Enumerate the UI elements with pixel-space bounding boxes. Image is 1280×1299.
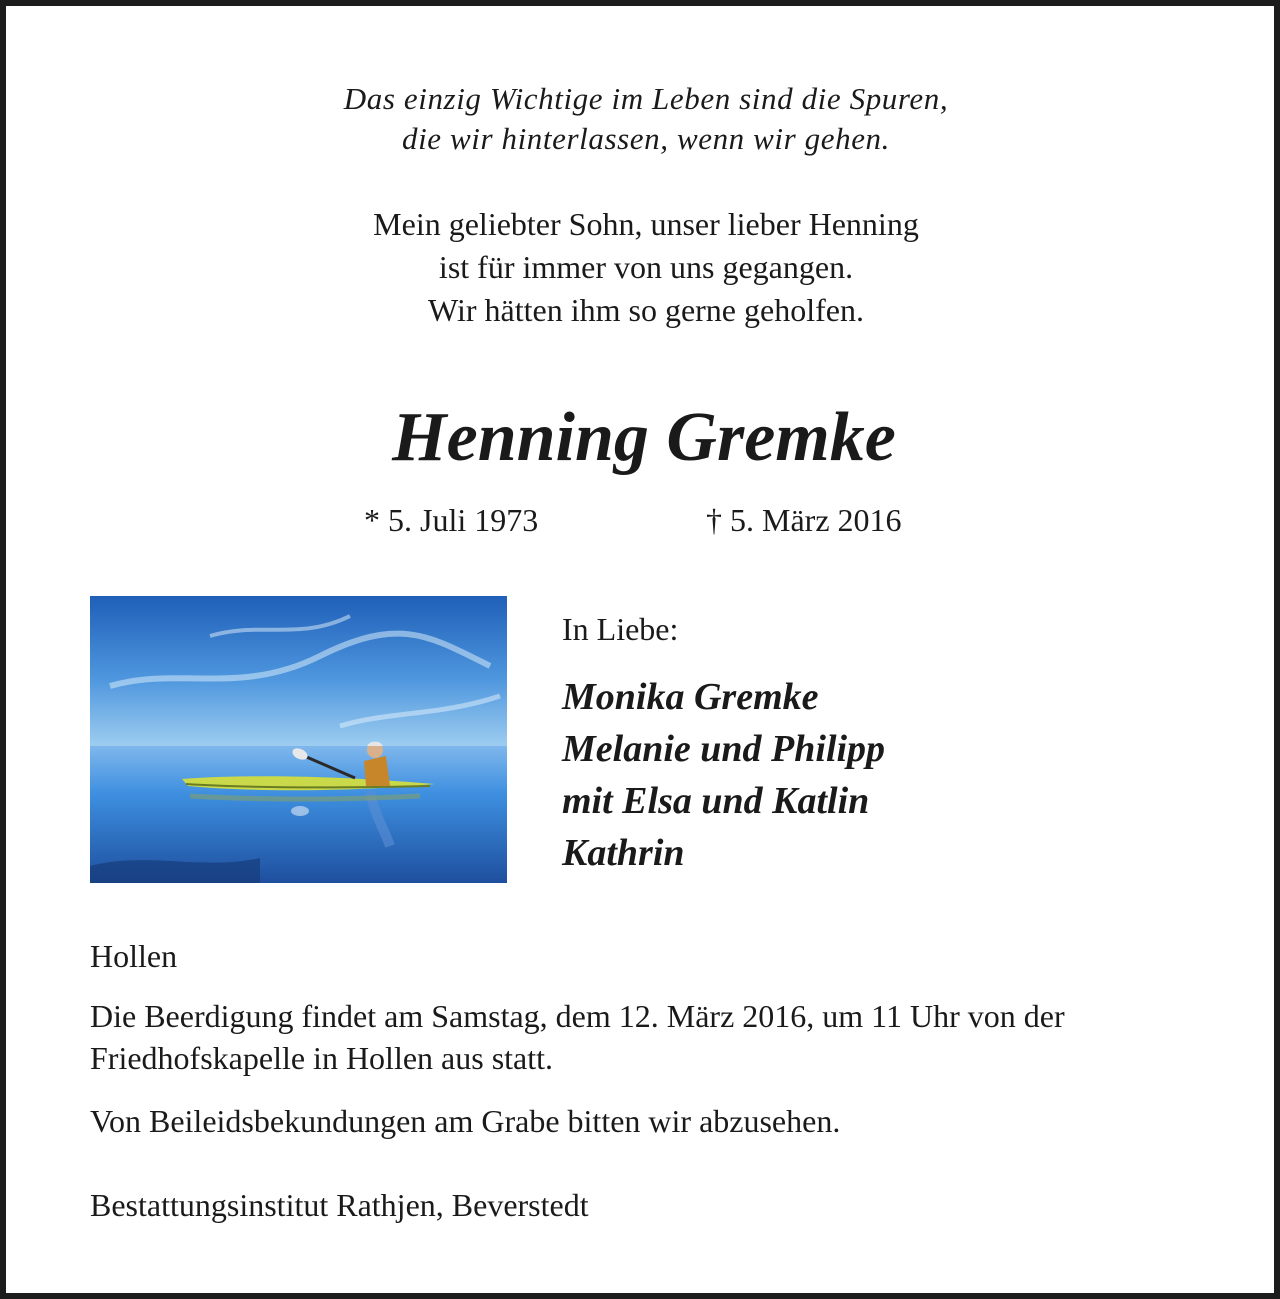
funeral-info-line-2: Friedhofskapelle in Hollen aus statt. xyxy=(90,1040,554,1076)
intro-line-1: Mein geliebter Sohn, unser lieber Henning xyxy=(373,206,919,242)
mourner-name: Kathrin xyxy=(562,832,685,874)
mourner-name: Melanie und Philipp xyxy=(562,728,886,770)
birth-date: * 5. Juli 1973 xyxy=(364,502,539,538)
motto-line-1: Das einzig Wichtige im Leben sind die Spuren, xyxy=(343,81,949,116)
motto-line-2: die wir hinterlassen, wenn wir gehen. xyxy=(401,121,891,156)
funeral-info-line-1: Die Beerdigung findet am Samstag, dem 12. März 2016, um 11 Uhr von der xyxy=(90,998,1065,1034)
death-date: † 5. März 2016 xyxy=(706,502,902,538)
mourners-heading: In Liebe: xyxy=(562,611,679,647)
mourner-name: Monika Gremke xyxy=(562,676,819,718)
undertaker: Bestattungsinstitut Rathjen, Beverstedt xyxy=(90,1187,589,1223)
intro-line-2: ist für immer von uns gegangen. xyxy=(438,249,854,285)
intro-line-3: Wir hätten ihm so gerne geholfen. xyxy=(428,292,864,328)
kayak-photo xyxy=(90,596,507,883)
mourner-name: mit Elsa und Katlin xyxy=(562,780,870,822)
photo-sky xyxy=(90,596,507,746)
deceased-name: Henning Gremke xyxy=(392,399,896,476)
condolence-note: Von Beileidsbekundungen am Grabe bitten wir abzusehen. xyxy=(90,1103,841,1139)
place: Hollen xyxy=(90,938,178,974)
